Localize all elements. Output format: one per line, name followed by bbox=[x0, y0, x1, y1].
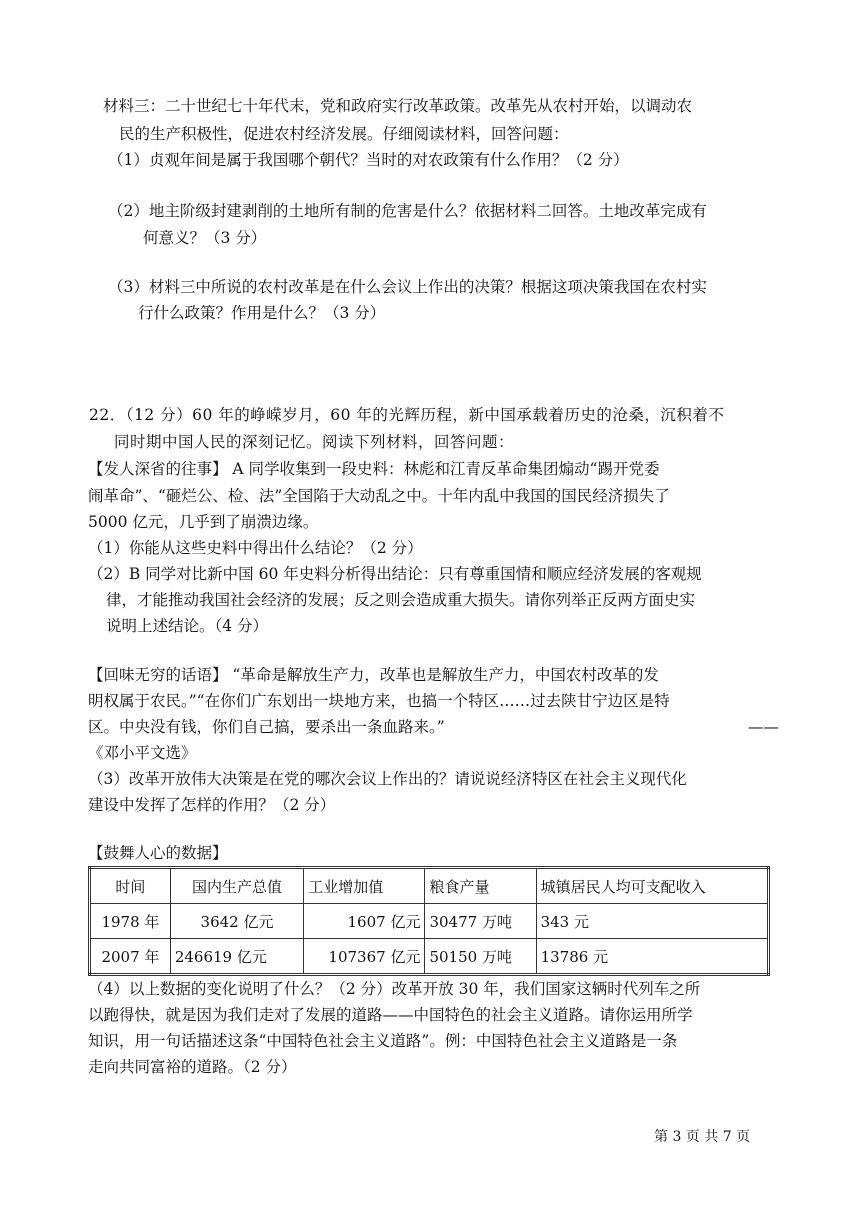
section1-line2: 闹革命”、“砸烂公、检、法”全国陷于大动乱之中。十年内乱中我国的国民经济损失了 bbox=[88, 487, 670, 505]
section2-dash: —— bbox=[748, 718, 779, 736]
q22-question-4-line4: 走向共同富裕的道路。（2 分） bbox=[88, 1058, 297, 1076]
table-cell: 107367 亿元 bbox=[304, 939, 425, 975]
q22-question-3-line2: 建设中发挥了怎样的作用？（2 分） bbox=[88, 796, 336, 814]
q21-question-3-line2: 行什么政策？作用是什么？（3 分） bbox=[138, 304, 386, 322]
table-cell: 50150 万吨 bbox=[425, 939, 536, 975]
table-row bbox=[90, 939, 769, 975]
table-cell: 2007 年 bbox=[90, 939, 171, 975]
table-header-row bbox=[90, 868, 769, 904]
page-number: 第 3 页 共 7 页 bbox=[654, 1129, 751, 1145]
section2-line2: 明权属于农民。”“在你们广东划出一块地方来，也搞一个特区……过去陕甘宁边区是特 bbox=[88, 692, 670, 710]
data-table bbox=[88, 866, 770, 976]
q22-question-1: （1）你能从这些史料中得出什么结论？（2 分） bbox=[88, 539, 423, 557]
table-header-cell: 粮食产量 bbox=[425, 868, 536, 904]
section1-line1: 【发人深省的往事】 A 同学收集到一段史料：林彪和江青反革命集团煽动“踢开党委 bbox=[88, 460, 660, 478]
q22-question-2-line1: （2）B 同学对比新中国 60 年史料分析得出结论：只有尊重国情和顺应经济发展的客观规 bbox=[88, 565, 702, 583]
table-cell: 30477 万吨 bbox=[425, 904, 536, 939]
q22-intro-line2: 同时期中国人民的深刻记忆。阅读下列材料，回答问题： bbox=[114, 433, 515, 451]
table-cell: 3642 亿元 bbox=[170, 904, 303, 939]
table-row bbox=[90, 904, 769, 939]
q22-question-3-line1: （3）改革开放伟大决策是在党的哪次会议上作出的？请说说经济特区在社会主义现代化 bbox=[88, 770, 687, 788]
section3-title: 【鼓舞人心的数据】 bbox=[88, 844, 228, 862]
table-cell: 343 元 bbox=[536, 904, 768, 939]
section2-source: 《邓小平文选》 bbox=[88, 744, 197, 762]
table-cell: 1607 亿元 bbox=[304, 904, 425, 939]
table-header-cell: 时间 bbox=[90, 868, 171, 904]
q21-question-2-line2: 何意义？（3 分） bbox=[143, 229, 267, 247]
q22-question-2-line3: 说明上述结论。（4 分） bbox=[106, 617, 269, 635]
table-header-cell: 城镇居民人均可支配收入 bbox=[536, 868, 768, 904]
section2-line3: 区。中央没有钱，你们自己搞，要杀出一条血路来。” bbox=[88, 718, 445, 736]
material3-line1: 材料三：二十世纪七十年代末，党和政府实行改革政策。改革先从农村开始，以调动农 bbox=[103, 97, 693, 115]
q22-question-4-line2: 以跑得快，就是因为我们走对了发展的道路——中国特色的社会主义道路。请你运用所学 bbox=[88, 1006, 693, 1024]
table-header-cell: 工业增加值 bbox=[304, 868, 425, 904]
q22-question-4-line3: 知识，用一句话描述这条“中国特色社会主义道路”。例：中国特色社会主义道路是一条 bbox=[88, 1032, 678, 1050]
table-cell: 246619 亿元 bbox=[170, 939, 303, 975]
table-cell: 13786 元 bbox=[536, 939, 768, 975]
q22-intro-line1: 22．（12 分）60 年的峥嵘岁月，60 年的光辉历程，新中国承载着历史的沧桑，沉积着不 bbox=[89, 406, 725, 424]
q22-question-2-line2: 律，才能推动我国社会经济的发展；反之则会造成重大损失。请你列举正反两方面史实 bbox=[106, 591, 696, 609]
q21-question-2-line1: （2）地主阶级封建剥削的土地所有制的危害是什么？依据材料二回答。土地改革完成有 bbox=[108, 202, 707, 220]
table-cell: 1978 年 bbox=[90, 904, 171, 939]
q22-question-4-line1: （4）以上数据的变化说明了什么？（2 分）改革开放 30 年，我们国家这辆时代列车之所 bbox=[88, 980, 701, 998]
section2-line1: 【回味无穷的话语】 “革命是解放生产力，改革也是解放生产力，中国农村改革的发 bbox=[88, 666, 659, 684]
section1-line3: 5000 亿元，几乎到了崩溃边缘。 bbox=[88, 513, 319, 531]
q21-question-1: （1）贞观年间是属于我国哪个朝代？当时的对农政策有什么作用？（2 分） bbox=[108, 151, 629, 169]
table-header-cell: 国内生产总值 bbox=[170, 868, 303, 904]
material3-line2: 民的生产积极性，促进农村经济发展。仔细阅读材料，回答问题： bbox=[119, 125, 569, 143]
q21-question-3-line1: （3）材料三中所说的农村改革是在什么会议上作出的决策？根据这项决策我国在农村实 bbox=[108, 278, 707, 296]
